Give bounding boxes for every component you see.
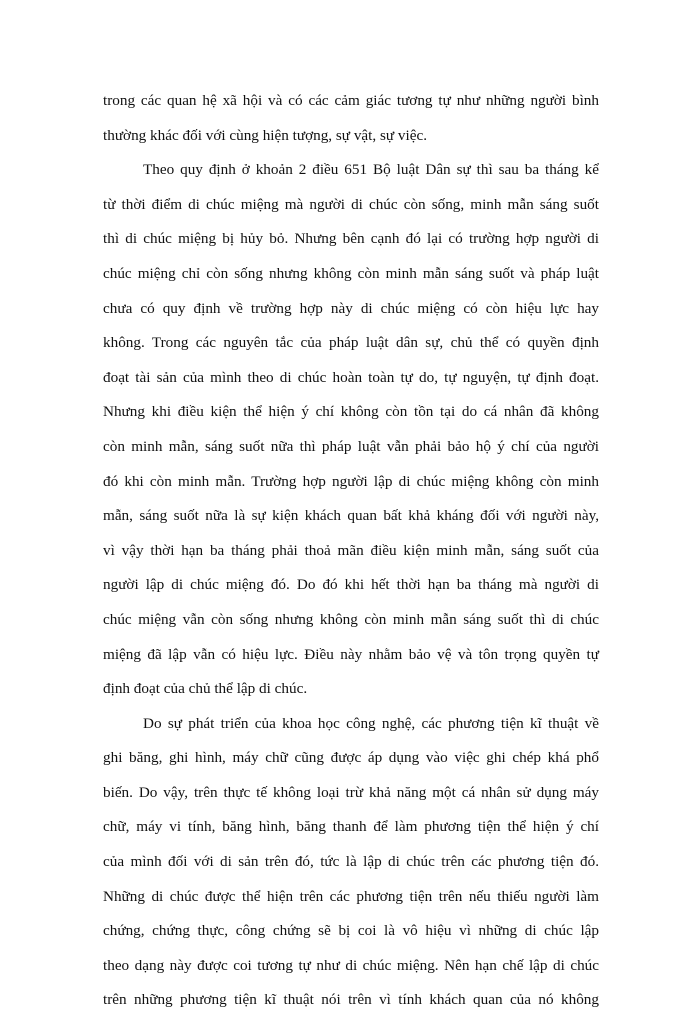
text-line: biến. Do vậy, trên thực tế không loại trừ khả năng một cá nhân sử dụng máy	[103, 783, 599, 801]
text-line: của mình đối với di sản trên đó, tức là lập di chúc trên các phương tiện đó.	[103, 853, 599, 871]
text-line: đoạt tài sản của mình theo di chúc hoàn toàn tự do, tự nguyện, tự định đoạt.	[103, 368, 599, 386]
text-line: chúc miệng vẫn còn sống nhưng không còn minh mẫn sáng suốt thì di chúc	[103, 610, 599, 628]
text-line: định đoạt của chủ thể lập di chúc.	[103, 680, 308, 698]
text-line: Nhưng khi điều kiện thể hiện ý chí không còn tồn tại do cá nhân đã không	[103, 403, 599, 421]
text-line: chứng, chứng thực, công chứng sẽ bị coi là vô hiệu vì những di chúc lập	[103, 922, 599, 940]
paragraph-oral-will-validity	[103, 153, 599, 707]
text-line: mẫn, sáng suốt nữa là sự kiện khách quan bất khả kháng đối với người này,	[103, 507, 599, 525]
text-line: chữ, máy vi tính, băng hình, băng thanh để làm phương tiện thể hiện ý chí	[103, 818, 599, 836]
text-line: người lập di chúc miệng đó. Do đó khi hết thời hạn ba tháng mà người di	[103, 576, 599, 594]
text-line: Theo quy định ở khoản 2 điều 651 Bộ luật Dân sự thì sau ba tháng kể	[143, 161, 599, 179]
text-line: theo dạng này được coi tương tự như di chúc miệng. Nên hạn chế lập di chúc	[103, 956, 599, 974]
paragraph-technical-means	[103, 707, 599, 1018]
text-line: trong các quan hệ xã hội và có các cảm giác tương tự như những người bình	[103, 92, 599, 109]
text-line: chúc miệng chỉ còn sống nhưng không còn minh mẫn sáng suốt và pháp luật	[103, 264, 599, 282]
text-line: đó khi còn minh mẫn. Trường hợp người lập di chúc miệng không còn minh	[103, 472, 599, 490]
text-line: không. Trong các nguyên tắc của pháp luật dân sự, chủ thể có quyền định	[103, 334, 599, 352]
text-line: còn minh mẫn, sáng suốt nữa thì pháp luật vẫn phải bảo hộ ý chí của người	[103, 437, 599, 455]
document-body	[103, 84, 599, 1018]
text-line: vì vậy thời hạn ba tháng phải thoả mãn điều kiện minh mẫn, sáng suốt của	[103, 541, 599, 559]
text-line: Những di chúc được thể hiện trên các phương tiện trên nếu thiếu người làm	[103, 887, 599, 905]
text-line: miệng đã lập vẫn có hiệu lực. Điều này nhằm bảo vệ và tôn trọng quyền tự	[103, 645, 599, 663]
text-line: trên những phương tiện kĩ thuật nói trên vì tính khách quan của nó không	[103, 991, 599, 1009]
paragraph-continuation	[103, 84, 599, 153]
text-line: thì di chúc miệng bị hủy bỏ. Nhưng bên cạnh đó lại có trường hợp người di	[103, 230, 599, 248]
text-line: thường khác đối với cùng hiện tượng, sự vật, sự việc.	[103, 126, 428, 144]
text-line: chưa có quy định về trường hợp này di chúc miệng có còn hiệu lực hay	[103, 299, 599, 317]
text-line: từ thời điểm di chúc miệng mà người di chúc còn sống, minh mẫn sáng suốt	[103, 195, 599, 213]
text-line: Do sự phát triển của khoa học công nghệ, các phương tiện kĩ thuật về	[143, 714, 599, 732]
text-line: ghi băng, ghi hình, máy chữ cũng được áp dụng vào việc ghi chép khá phổ	[103, 749, 599, 767]
